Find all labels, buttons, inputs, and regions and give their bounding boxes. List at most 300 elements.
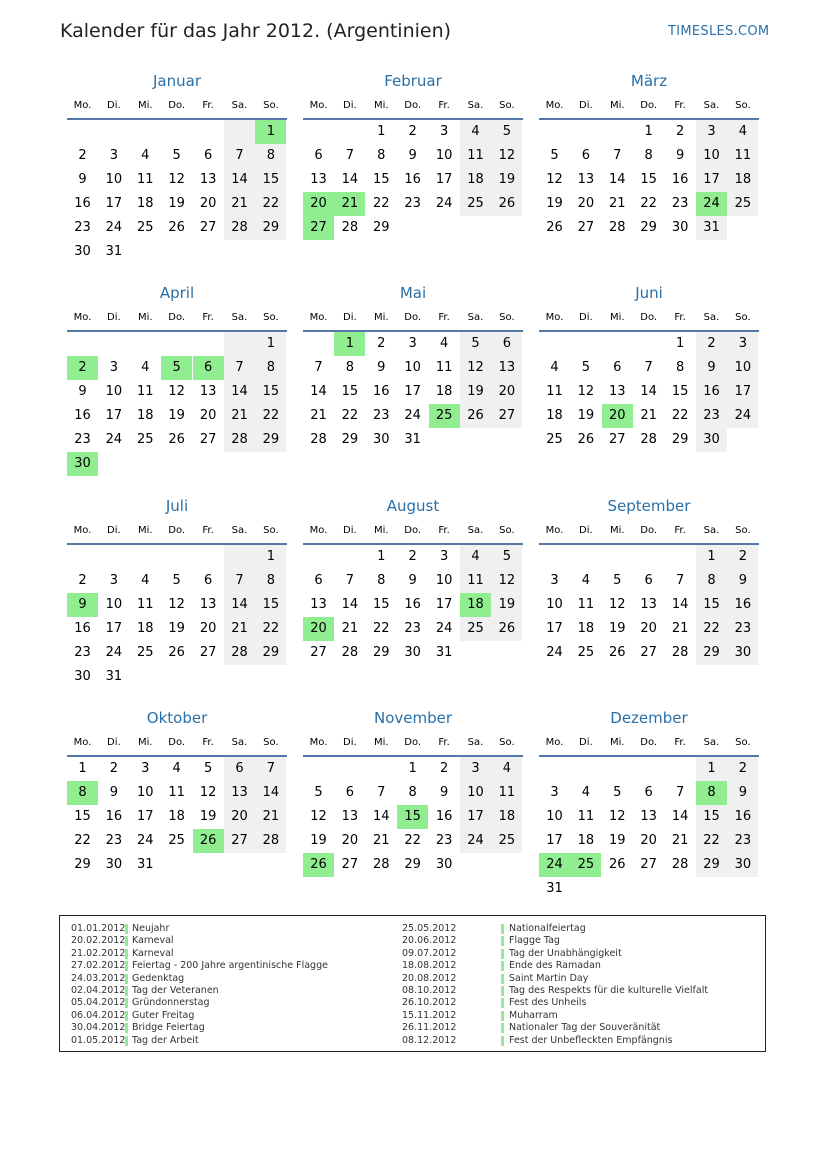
day-cell: 2: [78, 573, 87, 588]
weekday-header: Fr.: [202, 100, 214, 111]
day-cell: 26: [303, 853, 334, 877]
day-cell: 29: [74, 857, 91, 872]
day-cell: 3: [696, 120, 727, 144]
day-cell: 4: [460, 545, 491, 569]
day-cell: 4: [727, 120, 758, 144]
month-name: Juli: [165, 497, 189, 515]
weekday-header: So.: [499, 525, 515, 536]
day-cell: 11: [577, 597, 595, 612]
day-cell: 5: [172, 573, 181, 588]
day-cell: 9: [377, 360, 386, 375]
day-cell: 27: [640, 645, 657, 660]
weekday-header: Sa.: [703, 100, 720, 111]
day-cell: 25: [460, 617, 491, 641]
day-cell: 30: [74, 244, 91, 259]
holiday-date: 05.04.2012: [71, 997, 126, 1009]
day-cell: 17: [105, 621, 123, 636]
day-cell: 1: [255, 332, 286, 356]
weekday-header: Do.: [168, 100, 186, 111]
weekday-header: Sa.: [703, 525, 720, 536]
holiday-name: Guter Freitag: [132, 1009, 195, 1021]
month-name: August: [386, 497, 440, 515]
day-cell: 14: [671, 597, 689, 612]
day-cell: 10: [435, 148, 453, 163]
day-cell: 18: [435, 384, 453, 399]
day-cell: 7: [675, 573, 685, 588]
day-cell: 25: [577, 645, 595, 660]
day-cell: 20: [640, 621, 657, 636]
day-cell: 9: [67, 593, 98, 617]
day-cell: 1: [696, 757, 727, 781]
weekday-header: Mi.: [374, 312, 389, 323]
weekday-header: Fr.: [438, 312, 450, 323]
holiday-marker: [501, 936, 504, 946]
day-cell: 26: [193, 829, 224, 853]
day-cell: 3: [460, 757, 491, 781]
day-cell: 29: [373, 645, 390, 660]
weekday-header: Fr.: [674, 525, 686, 536]
day-cell: 8: [696, 569, 727, 593]
weekday-header: Do.: [640, 100, 658, 111]
day-cell: 24: [435, 196, 453, 211]
day-cell: 1: [377, 124, 386, 139]
weekday-header: So.: [735, 525, 751, 536]
day-cell: 18: [727, 168, 758, 192]
day-cell: 4: [141, 148, 150, 163]
day-cell: 3: [109, 573, 119, 588]
day-cell: 24: [137, 833, 154, 848]
holiday-marker: [125, 949, 128, 959]
day-cell: 26: [609, 857, 626, 872]
day-cell: 28: [671, 857, 689, 872]
day-cell: 15: [255, 168, 286, 192]
holiday-date: 21.02.2012: [71, 947, 126, 959]
day-cell: 28: [640, 432, 657, 447]
day-cell: 26: [609, 645, 626, 660]
day-cell: 5: [550, 148, 559, 163]
day-cell: 11: [546, 384, 563, 399]
day-cell: 27: [577, 220, 595, 235]
day-cell: 22: [671, 408, 689, 423]
day-cell: 24: [435, 621, 453, 636]
day-cell: 12: [168, 384, 185, 399]
day-cell: 19: [609, 621, 626, 636]
day-cell: 18: [137, 196, 154, 211]
month-name: Juni: [635, 284, 663, 302]
day-cell: 18: [460, 168, 491, 192]
holiday-date: 01.01.2012: [71, 923, 126, 934]
day-cell: 11: [460, 144, 491, 168]
day-cell: 10: [137, 785, 154, 800]
holiday-marker: [501, 1036, 504, 1046]
day-cell: 27: [199, 220, 217, 235]
day-cell: 28: [224, 641, 255, 665]
day-cell: 29: [255, 641, 286, 665]
day-cell: 8: [377, 573, 386, 588]
weekday-header: Mi.: [138, 100, 153, 111]
empty-cell: [224, 545, 255, 569]
day-cell: 16: [435, 809, 453, 824]
weekday-header: Fr.: [674, 100, 686, 111]
day-cell: 8: [696, 781, 727, 805]
weekday-header: Mo.: [309, 737, 328, 748]
day-cell: 12: [168, 597, 185, 612]
holiday-name: Karneval: [132, 935, 174, 947]
day-cell: 23: [74, 220, 91, 235]
day-cell: 17: [137, 809, 154, 824]
weekday-header: Mo.: [545, 312, 564, 323]
day-cell: 21: [334, 192, 365, 216]
day-cell: 6: [224, 757, 255, 781]
day-cell: 2: [439, 761, 449, 776]
day-cell: 25: [137, 432, 154, 447]
day-cell: 11: [435, 360, 453, 375]
day-cell: 5: [203, 761, 213, 776]
day-cell: 2: [78, 148, 87, 163]
day-cell: 26: [460, 404, 491, 428]
holiday-name: Gründonnerstag: [132, 997, 210, 1009]
day-cell: 24: [539, 853, 570, 877]
day-cell: 2: [109, 761, 119, 776]
day-cell: 11: [460, 569, 491, 593]
day-cell: 6: [644, 573, 653, 588]
holiday-name: Nationalfeiertag: [509, 923, 586, 934]
weekday-header: Di.: [107, 525, 121, 536]
day-cell: 30: [67, 452, 98, 476]
day-cell: 8: [67, 781, 98, 805]
day-cell: 3: [550, 785, 559, 800]
day-cell: 1: [675, 336, 685, 351]
day-cell: 6: [314, 148, 323, 163]
day-cell: 17: [696, 168, 727, 192]
day-cell: 29: [671, 432, 689, 447]
day-cell: 4: [460, 120, 491, 144]
month-name: Dezember: [610, 709, 688, 727]
month-name: Oktober: [146, 709, 208, 727]
weekday-header: Mi.: [374, 737, 389, 748]
weekday-header: Do.: [168, 312, 186, 323]
weekday-header: Mo.: [309, 525, 328, 536]
day-cell: 20: [577, 196, 595, 211]
day-cell: 31: [404, 432, 421, 447]
weekday-header: Mo.: [73, 100, 92, 111]
day-cell: 15: [696, 805, 727, 829]
weekday-header: Fr.: [202, 312, 214, 323]
day-cell: 1: [696, 545, 727, 569]
day-cell: 10: [105, 172, 123, 187]
weekday-header: So.: [263, 737, 279, 748]
day-cell: 10: [546, 809, 563, 824]
day-cell: 2: [67, 356, 98, 380]
day-cell: 16: [727, 805, 758, 829]
day-cell: 16: [404, 597, 421, 612]
weekday-header: Do.: [640, 525, 658, 536]
day-cell: 13: [199, 384, 217, 399]
day-cell: 7: [224, 144, 255, 168]
day-cell: 18: [460, 593, 491, 617]
day-cell: 3: [109, 148, 119, 163]
day-cell: 22: [373, 196, 390, 211]
holiday-date: 20.06.2012: [402, 935, 457, 947]
day-cell: 14: [609, 172, 626, 187]
day-cell: 8: [675, 360, 685, 375]
day-cell: 23: [727, 829, 758, 853]
weekday-header: Fr.: [438, 737, 450, 748]
day-cell: 9: [727, 569, 758, 593]
day-cell: 23: [404, 196, 421, 211]
day-cell: 14: [224, 168, 255, 192]
day-cell: 31: [105, 669, 123, 684]
day-cell: 25: [137, 645, 154, 660]
day-cell: 14: [224, 380, 255, 404]
day-cell: 26: [546, 220, 563, 235]
day-cell: 16: [74, 196, 91, 211]
weekday-header: So.: [735, 312, 751, 323]
weekday-header: Mo.: [73, 525, 92, 536]
day-cell: 21: [224, 404, 255, 428]
holiday-date: 27.02.2012: [71, 960, 126, 972]
day-cell: 28: [224, 216, 255, 240]
day-cell: 17: [404, 384, 421, 399]
day-cell: 19: [168, 196, 185, 211]
day-cell: 25: [168, 833, 185, 848]
day-cell: 11: [577, 809, 595, 824]
weekday-header: So.: [735, 737, 751, 748]
weekday-header: So.: [499, 737, 515, 748]
day-cell: 7: [224, 569, 255, 593]
holiday-name: Karneval: [132, 947, 174, 959]
day-cell: 1: [377, 549, 386, 564]
day-cell: 21: [640, 408, 657, 423]
holiday-date: 18.08.2012: [402, 960, 457, 972]
day-cell: 8: [377, 148, 386, 163]
holiday-marker: [125, 1011, 128, 1021]
day-cell: 25: [546, 432, 563, 447]
day-cell: 22: [255, 617, 286, 641]
day-cell: 29: [696, 641, 727, 665]
day-cell: 22: [640, 196, 657, 211]
day-cell: 12: [460, 356, 491, 380]
holiday-date: 01.05.2012: [71, 1034, 126, 1046]
weekday-header: Mi.: [374, 100, 389, 111]
day-cell: 20: [199, 621, 217, 636]
day-cell: 17: [435, 597, 453, 612]
day-cell: 23: [74, 432, 91, 447]
day-cell: 25: [570, 853, 601, 877]
holiday-name: Tag der Veteranen: [132, 985, 219, 996]
day-cell: 19: [310, 833, 327, 848]
day-cell: 13: [224, 781, 255, 805]
day-cell: 28: [224, 428, 255, 452]
weekday-header: Fr.: [202, 737, 214, 748]
day-cell: 11: [168, 785, 185, 800]
day-cell: 20: [199, 408, 217, 423]
day-cell: 18: [546, 408, 563, 423]
day-cell: 23: [671, 196, 689, 211]
weekday-header: Fr.: [674, 312, 686, 323]
day-cell: 10: [696, 144, 727, 168]
day-cell: 4: [172, 761, 181, 776]
weekday-header: Mi.: [138, 312, 153, 323]
weekday-header: Di.: [343, 737, 357, 748]
month-name: Februar: [384, 72, 442, 90]
holiday-name: Gedenktag: [132, 972, 185, 984]
holiday-date: 09.07.2012: [402, 947, 457, 959]
day-cell: 22: [373, 621, 390, 636]
holiday-date: 06.04.2012: [71, 1009, 126, 1021]
day-cell: 29: [255, 216, 286, 240]
day-cell: 3: [439, 549, 449, 564]
day-cell: 21: [609, 196, 626, 211]
day-cell: 28: [373, 857, 390, 872]
day-cell: 26: [577, 432, 595, 447]
holiday-name: Nationaler Tag der Souveränität: [509, 1022, 661, 1034]
day-cell: 21: [671, 621, 689, 636]
day-cell: 20: [491, 380, 522, 404]
weekday-header: Do.: [640, 312, 658, 323]
day-cell: 21: [310, 408, 327, 423]
day-cell: 16: [74, 408, 91, 423]
day-cell: 18: [491, 805, 522, 829]
day-cell: 2: [675, 124, 685, 139]
weekday-header: Mi.: [610, 737, 625, 748]
weekday-header: Di.: [343, 100, 357, 111]
day-cell: 22: [255, 404, 286, 428]
holiday-date: 30.04.2012: [71, 1022, 126, 1034]
holiday-marker: [125, 1036, 128, 1046]
day-cell: 1: [255, 120, 286, 144]
day-cell: 27: [199, 645, 217, 660]
day-cell: 29: [373, 220, 390, 235]
day-cell: 16: [404, 172, 421, 187]
day-cell: 22: [404, 833, 421, 848]
day-cell: 15: [696, 593, 727, 617]
holiday-marker: [501, 974, 504, 984]
day-cell: 14: [373, 809, 390, 824]
day-cell: 19: [460, 380, 491, 404]
day-cell: 27: [310, 645, 327, 660]
day-cell: 14: [255, 781, 286, 805]
holiday-marker: [125, 986, 128, 996]
weekday-header: Do.: [404, 525, 422, 536]
day-cell: 6: [314, 573, 323, 588]
day-cell: 22: [696, 617, 727, 641]
holiday-name: Bridge Feiertag: [132, 1022, 205, 1034]
day-cell: 12: [491, 144, 522, 168]
day-cell: 28: [341, 645, 359, 660]
day-cell: 1: [255, 545, 286, 569]
day-cell: 31: [137, 857, 154, 872]
day-cell: 6: [613, 360, 622, 375]
day-cell: 12: [310, 809, 327, 824]
day-cell: 17: [460, 805, 491, 829]
holiday-date: 26.10.2012: [402, 997, 457, 1009]
day-cell: 23: [373, 408, 390, 423]
holiday-date: 08.10.2012: [402, 985, 457, 996]
day-cell: 27: [609, 432, 626, 447]
day-cell: 28: [671, 645, 689, 660]
day-cell: 27: [640, 857, 657, 872]
holiday-marker: [501, 949, 504, 959]
day-cell: 4: [581, 573, 591, 588]
day-cell: 15: [373, 597, 390, 612]
day-cell: 21: [224, 617, 255, 641]
weekday-header: Mi.: [374, 525, 389, 536]
day-cell: 18: [137, 621, 154, 636]
weekday-header: Mi.: [138, 525, 153, 536]
day-cell: 7: [345, 148, 355, 163]
holiday-name: Muharram: [509, 1009, 558, 1021]
day-cell: 13: [577, 172, 595, 187]
day-cell: 26: [168, 220, 185, 235]
day-cell: 10: [105, 597, 123, 612]
weekday-header: Sa.: [467, 737, 484, 748]
day-cell: 20: [341, 833, 359, 848]
weekday-header: Mo.: [73, 312, 92, 323]
day-cell: 10: [460, 781, 491, 805]
day-cell: 16: [74, 621, 91, 636]
day-cell: 20: [224, 805, 255, 829]
day-cell: 12: [168, 172, 185, 187]
weekday-header: Sa.: [231, 525, 248, 536]
day-cell: 28: [609, 220, 626, 235]
day-cell: 26: [168, 432, 185, 447]
day-cell: 19: [168, 621, 185, 636]
day-cell: 24: [727, 404, 758, 428]
day-cell: 21: [373, 833, 390, 848]
day-cell: 20: [199, 196, 217, 211]
day-cell: 4: [491, 757, 522, 781]
day-cell: 2: [727, 757, 758, 781]
day-cell: 24: [460, 829, 491, 853]
weekday-header: Do.: [640, 737, 658, 748]
day-cell: 27: [303, 216, 334, 240]
weekday-header: Sa.: [231, 312, 248, 323]
holiday-date: 24.03.2012: [71, 972, 126, 984]
day-cell: 19: [609, 833, 626, 848]
holiday-legend: [59, 915, 766, 1052]
day-cell: 30: [404, 645, 421, 660]
day-cell: 20: [303, 617, 334, 641]
day-cell: 13: [199, 597, 217, 612]
day-cell: 24: [105, 432, 123, 447]
holiday-marker: [125, 961, 128, 971]
day-cell: 21: [671, 833, 689, 848]
day-cell: 1: [408, 761, 417, 776]
day-cell: 9: [408, 148, 417, 163]
site-logo-link[interactable]: TIMESLES.COM: [668, 24, 770, 39]
day-cell: 22: [341, 408, 359, 423]
weekday-header: Mi.: [610, 100, 625, 111]
day-cell: 13: [640, 597, 657, 612]
day-cell: 15: [74, 809, 91, 824]
day-cell: 5: [491, 545, 522, 569]
day-cell: 20: [303, 192, 334, 216]
weekday-header: Mi.: [138, 737, 153, 748]
weekday-header: Sa.: [703, 737, 720, 748]
weekday-header: Fr.: [202, 525, 214, 536]
day-cell: 3: [408, 336, 417, 351]
weekday-header: Sa.: [467, 312, 484, 323]
day-cell: 14: [310, 384, 327, 399]
weekday-header: So.: [735, 100, 751, 111]
holiday-name: Feiertag - 200 Jahre argentinische Flagge: [132, 960, 328, 972]
holiday-marker: [125, 936, 128, 946]
day-cell: 27: [199, 432, 217, 447]
day-cell: 10: [404, 360, 421, 375]
weekday-header: So.: [263, 312, 279, 323]
weekday-header: Di.: [107, 100, 121, 111]
